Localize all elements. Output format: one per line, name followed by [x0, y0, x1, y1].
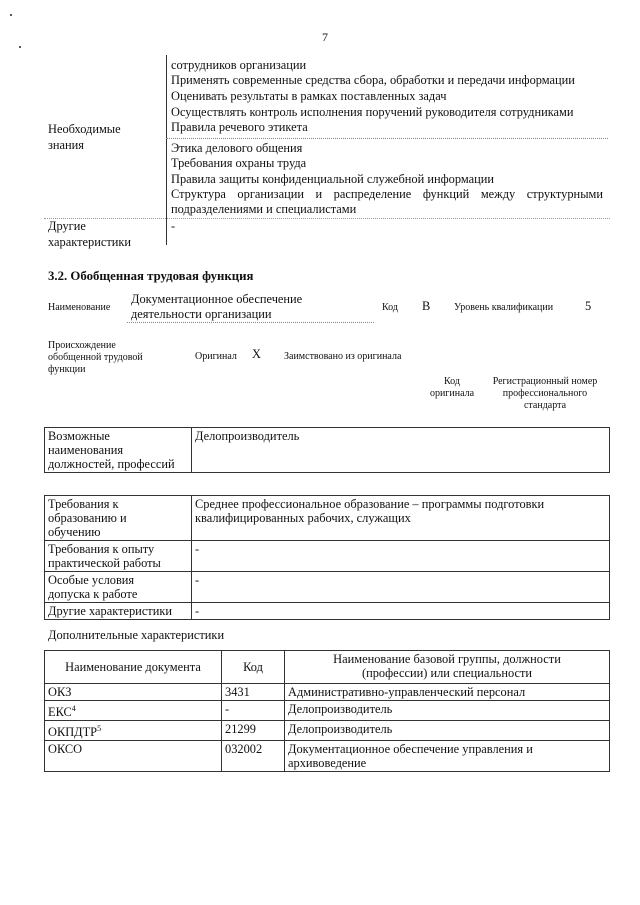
section-heading: 3.2. Обобщенная трудовая функция — [48, 269, 254, 283]
doc-code: - — [222, 701, 285, 721]
requirement-row — [45, 572, 610, 603]
requirement-value: Среднее профессиональное образование – программы подготовки квалифицированных рабочих, служащих — [192, 496, 610, 541]
table-row — [45, 721, 610, 741]
table-row — [45, 684, 610, 701]
underline — [127, 322, 374, 323]
borrowed-label: Заимствовано из оригинала — [284, 351, 402, 362]
table-row — [45, 741, 610, 772]
requirement-label: Другие характеристики — [45, 603, 192, 620]
doc-value: Делопроизводитель — [285, 721, 610, 741]
code-value: B — [422, 299, 431, 313]
original-mark: X — [252, 347, 261, 361]
requirement-row — [45, 496, 610, 541]
doc-code: 032002 — [222, 741, 285, 772]
knowledge-item: подразделениями и специалистами — [171, 202, 357, 216]
doc-code: 3431 — [222, 684, 285, 701]
extra-header-row — [45, 651, 610, 684]
column-divider — [166, 55, 167, 245]
doc-value: Административно-управленческий персонал — [285, 684, 610, 701]
origin-label: Происхождение обобщенной трудовой функции — [48, 340, 143, 375]
page-number: 7 — [322, 30, 328, 44]
doc-name: ОКЗ — [45, 684, 222, 701]
level-value: 5 — [585, 299, 592, 313]
level-label: Уровень квалификации — [454, 302, 554, 313]
code-original-label: Код оригинала — [429, 376, 475, 399]
doc-value: Документационное обеспечение управления и архивоведение — [285, 741, 610, 772]
requirement-value: - — [192, 603, 610, 620]
positions-label: Возможные наименования должностей, профессий — [45, 428, 192, 473]
doc-name: ЕКС$^4$ — [45, 701, 222, 721]
requirement-value: - — [192, 541, 610, 572]
skill-item: Применять современные средства сбора, обработки и передачи информации — [171, 73, 575, 87]
doc-name: ОКПДТР$^5$ — [45, 721, 222, 741]
reg-number-label: Регистрационный номер профессионального стандарта — [492, 376, 598, 411]
positions-value: Делопроизводитель — [192, 428, 610, 473]
doc-value: Делопроизводитель — [285, 701, 610, 721]
doc-code: 21299 — [222, 721, 285, 741]
skill-item: Осуществлять контроль исполнения поручений руководителя сотрудниками — [171, 105, 574, 119]
header-name: Наименование базовой группы, должности (профессии) или специальности — [285, 651, 610, 684]
table-row — [45, 701, 610, 721]
positions-table — [44, 427, 610, 473]
original-label: Оригинал — [195, 351, 237, 362]
name-label: Наименование — [48, 302, 111, 313]
scan-speck — [19, 46, 21, 48]
header-document: Наименование документа — [45, 651, 222, 684]
requirement-label: Особые условия допуска к работе — [45, 572, 192, 603]
extra-title: Дополнительные характеристики — [48, 628, 225, 642]
other-label: Другие характеристики — [48, 219, 132, 249]
row-divider — [166, 138, 608, 139]
function-name: Документационное обеспечение деятельности организации — [131, 292, 303, 321]
other-value: - — [171, 219, 176, 233]
requirement-label: Требования к опыту практической работы — [45, 541, 192, 572]
knowledge-label: Необходимые знания — [48, 122, 121, 152]
requirement-label: Требования к образованию и обучению — [45, 496, 192, 541]
requirements-table — [44, 495, 610, 620]
requirement-row — [45, 603, 610, 620]
knowledge-item: Этика делового общения — [171, 141, 303, 155]
knowledge-item: Структура организации и распределение функций между структурными — [171, 187, 603, 201]
requirement-row — [45, 541, 610, 572]
doc-name: ОКСО — [45, 741, 222, 772]
skill-item: Оценивать результаты в рамках поставленных задач — [171, 89, 447, 103]
scan-speck — [10, 14, 12, 16]
knowledge-item: Правила защиты конфиденциальной служебной информации — [171, 172, 494, 186]
requirement-value: - — [192, 572, 610, 603]
header-code: Код — [222, 651, 285, 684]
extra-table — [44, 650, 610, 772]
code-label: Код — [382, 302, 398, 313]
knowledge-item: Правила речевого этикета — [171, 120, 308, 134]
knowledge-item: Требования охраны труда — [171, 156, 307, 170]
skill-item: сотрудников организации — [171, 58, 307, 72]
